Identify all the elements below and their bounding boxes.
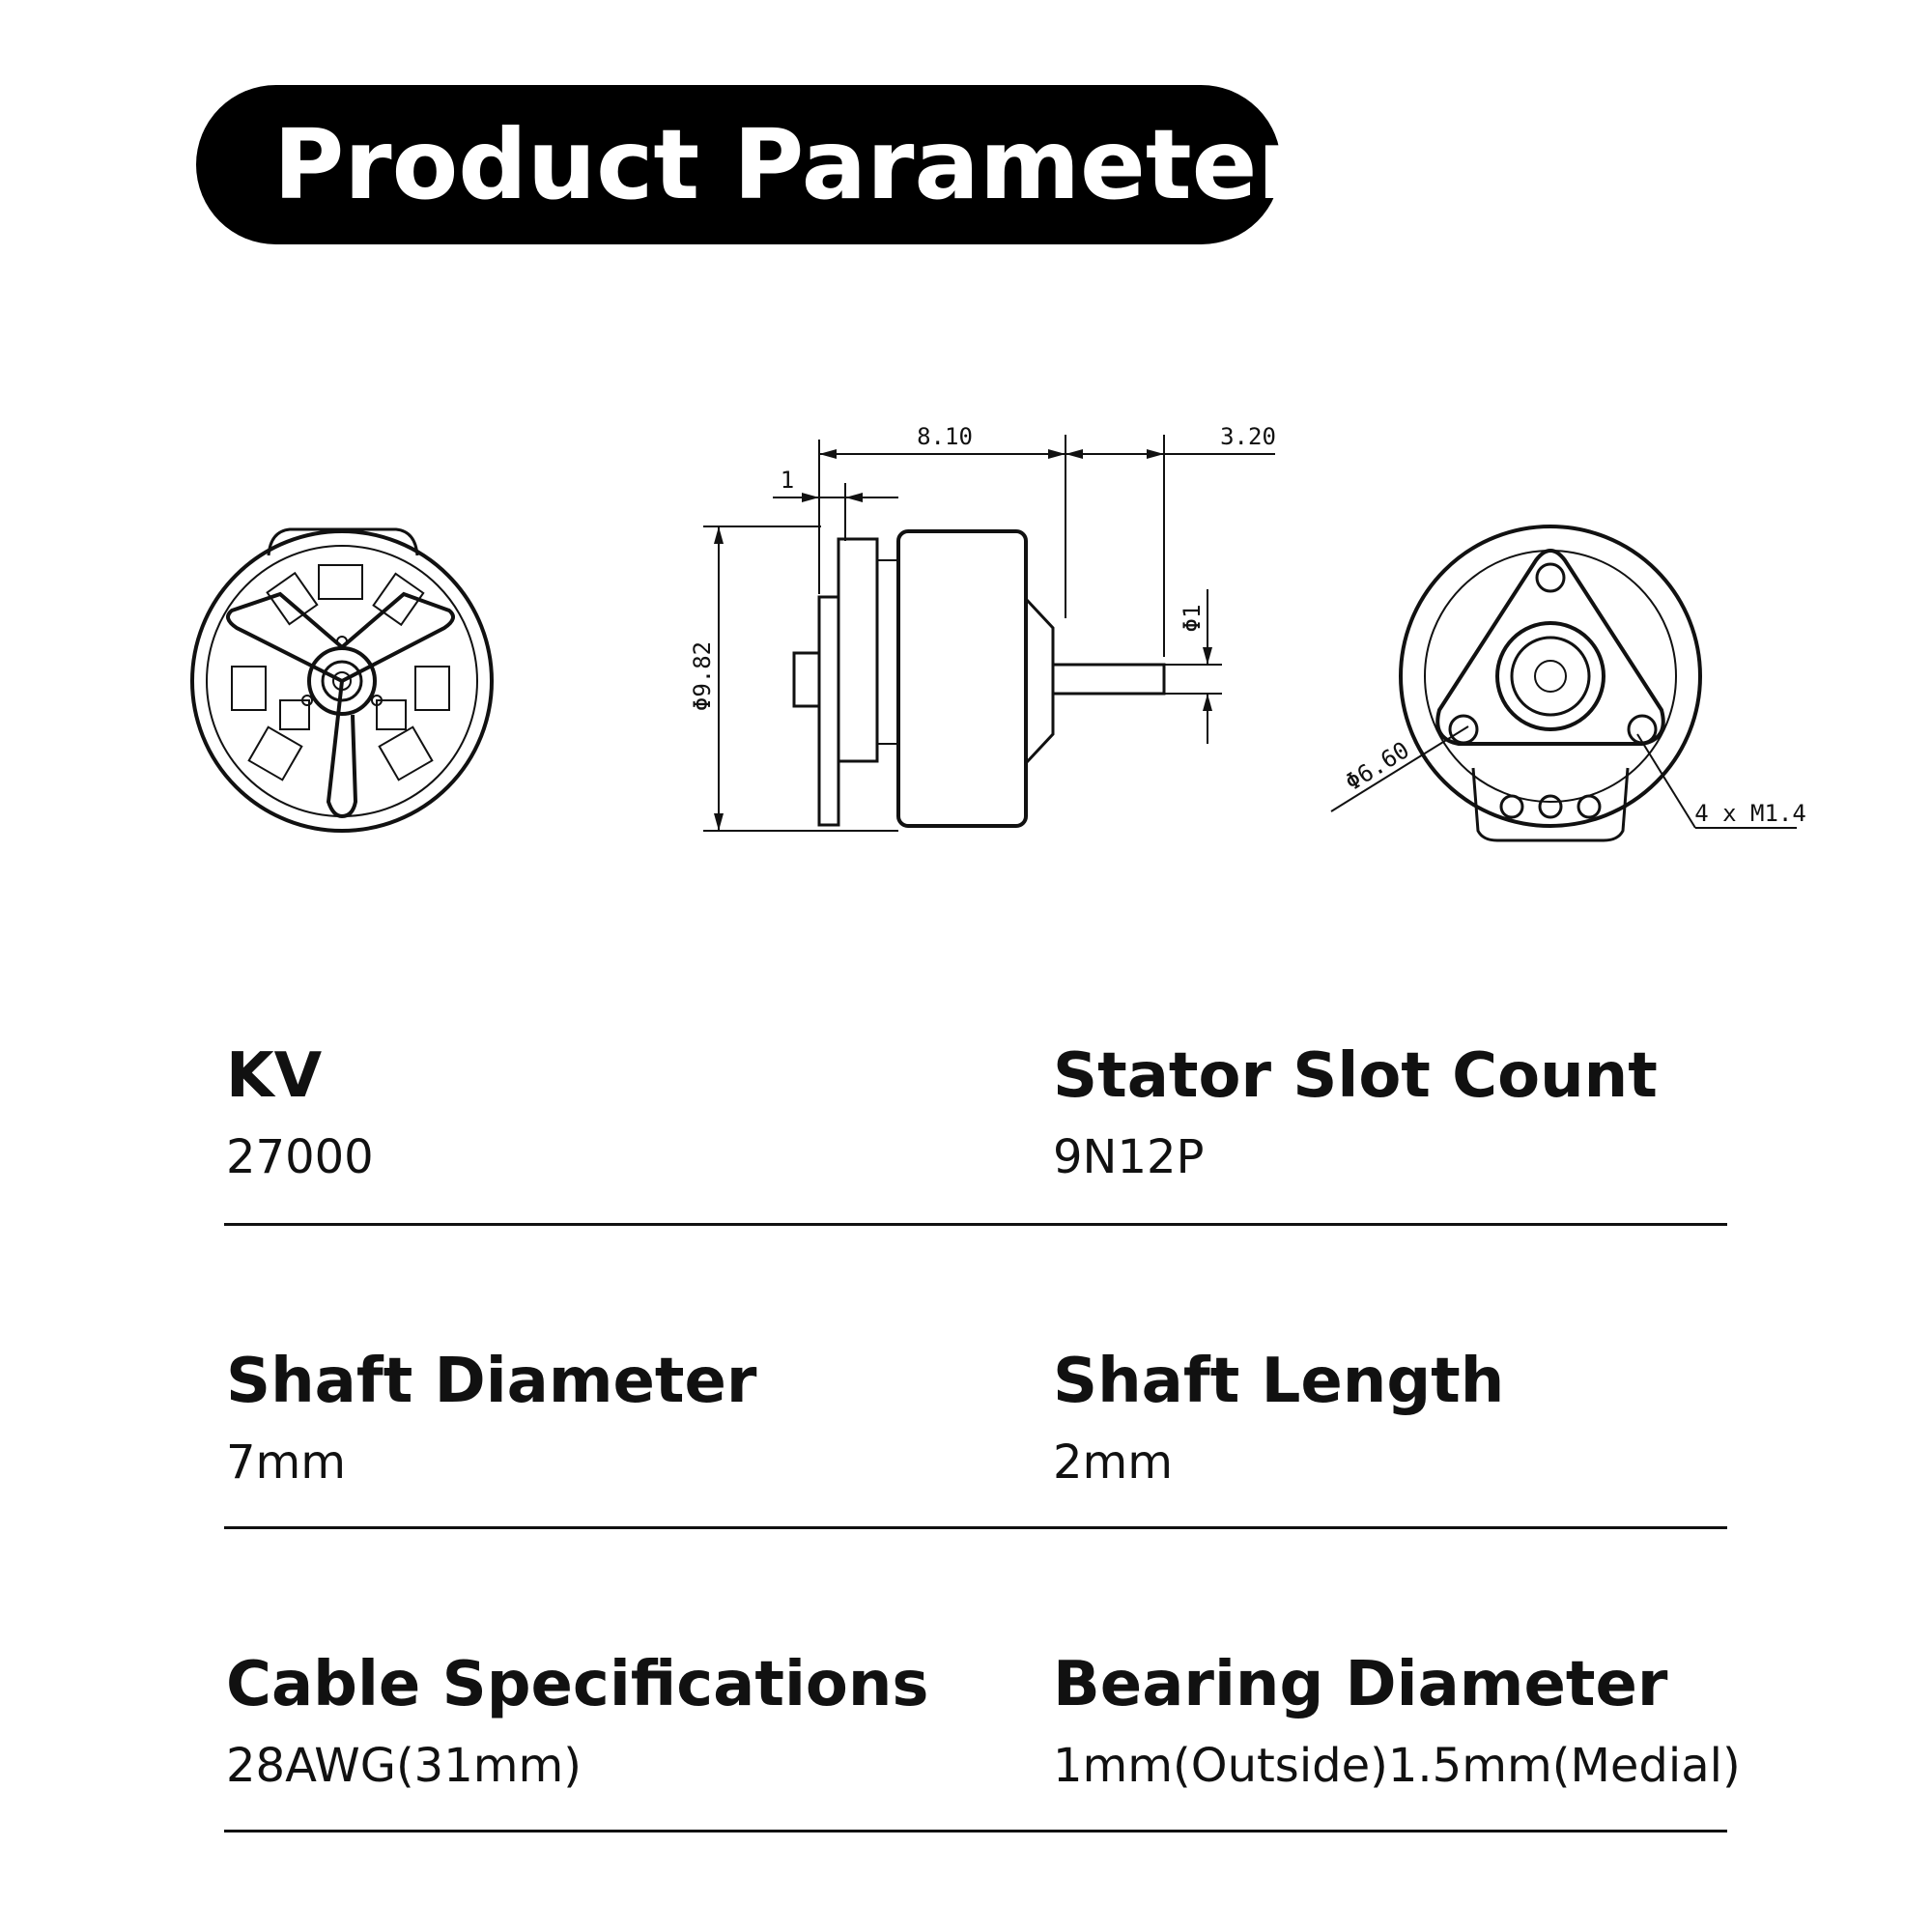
spec-stator-slot-count xyxy=(1053,1040,1922,1184)
spec-value: 28AWG(31mm) xyxy=(226,1739,582,1793)
row-divider xyxy=(224,1223,1727,1226)
spec-bearing-diameter xyxy=(1053,1649,1922,1793)
motor-technical-drawing xyxy=(0,386,1932,889)
title-banner xyxy=(196,85,1305,244)
spec-cable-specifications xyxy=(226,1649,1095,1793)
motor-top-view xyxy=(192,529,492,831)
dim-length-shaft: 3.20 xyxy=(1220,423,1276,450)
spec-value: 9N12P xyxy=(1053,1130,1205,1184)
spec-value: 7mm xyxy=(226,1435,347,1490)
spec-value: 27000 xyxy=(226,1130,374,1184)
motor-bottom-view xyxy=(1331,526,1797,840)
spec-shaft-length xyxy=(1053,1346,1922,1490)
page-title: Product Parameter xyxy=(273,108,1305,221)
dim-diameter-motor: Φ9.82 xyxy=(689,640,716,712)
spec-shaft-diameter xyxy=(226,1346,1095,1490)
row-divider xyxy=(224,1830,1727,1833)
spec-label: Bearing Diameter xyxy=(1053,1649,1668,1720)
spec-label: Shaft Diameter xyxy=(226,1346,757,1417)
spec-label: Shaft Length xyxy=(1053,1346,1505,1417)
dim-mount-circle: Φ6.60 xyxy=(1340,736,1414,797)
row-divider xyxy=(224,1526,1727,1529)
spec-value: 1mm(Outside)1.5mm(Medial) xyxy=(1053,1739,1741,1793)
dim-flange: 1 xyxy=(780,467,795,494)
spec-label: Cable Specifications xyxy=(226,1649,929,1720)
spec-label: KV xyxy=(226,1040,323,1112)
spec-value: 2mm xyxy=(1053,1435,1174,1490)
spec-kv xyxy=(226,1040,1095,1184)
dim-length-body: 8.10 xyxy=(917,423,973,450)
dim-diameter-shaft: Φ1 xyxy=(1179,604,1206,633)
dim-mount-screws: 4 x M1.4 xyxy=(1694,800,1806,827)
spec-label: Stator Slot Count xyxy=(1053,1040,1658,1112)
